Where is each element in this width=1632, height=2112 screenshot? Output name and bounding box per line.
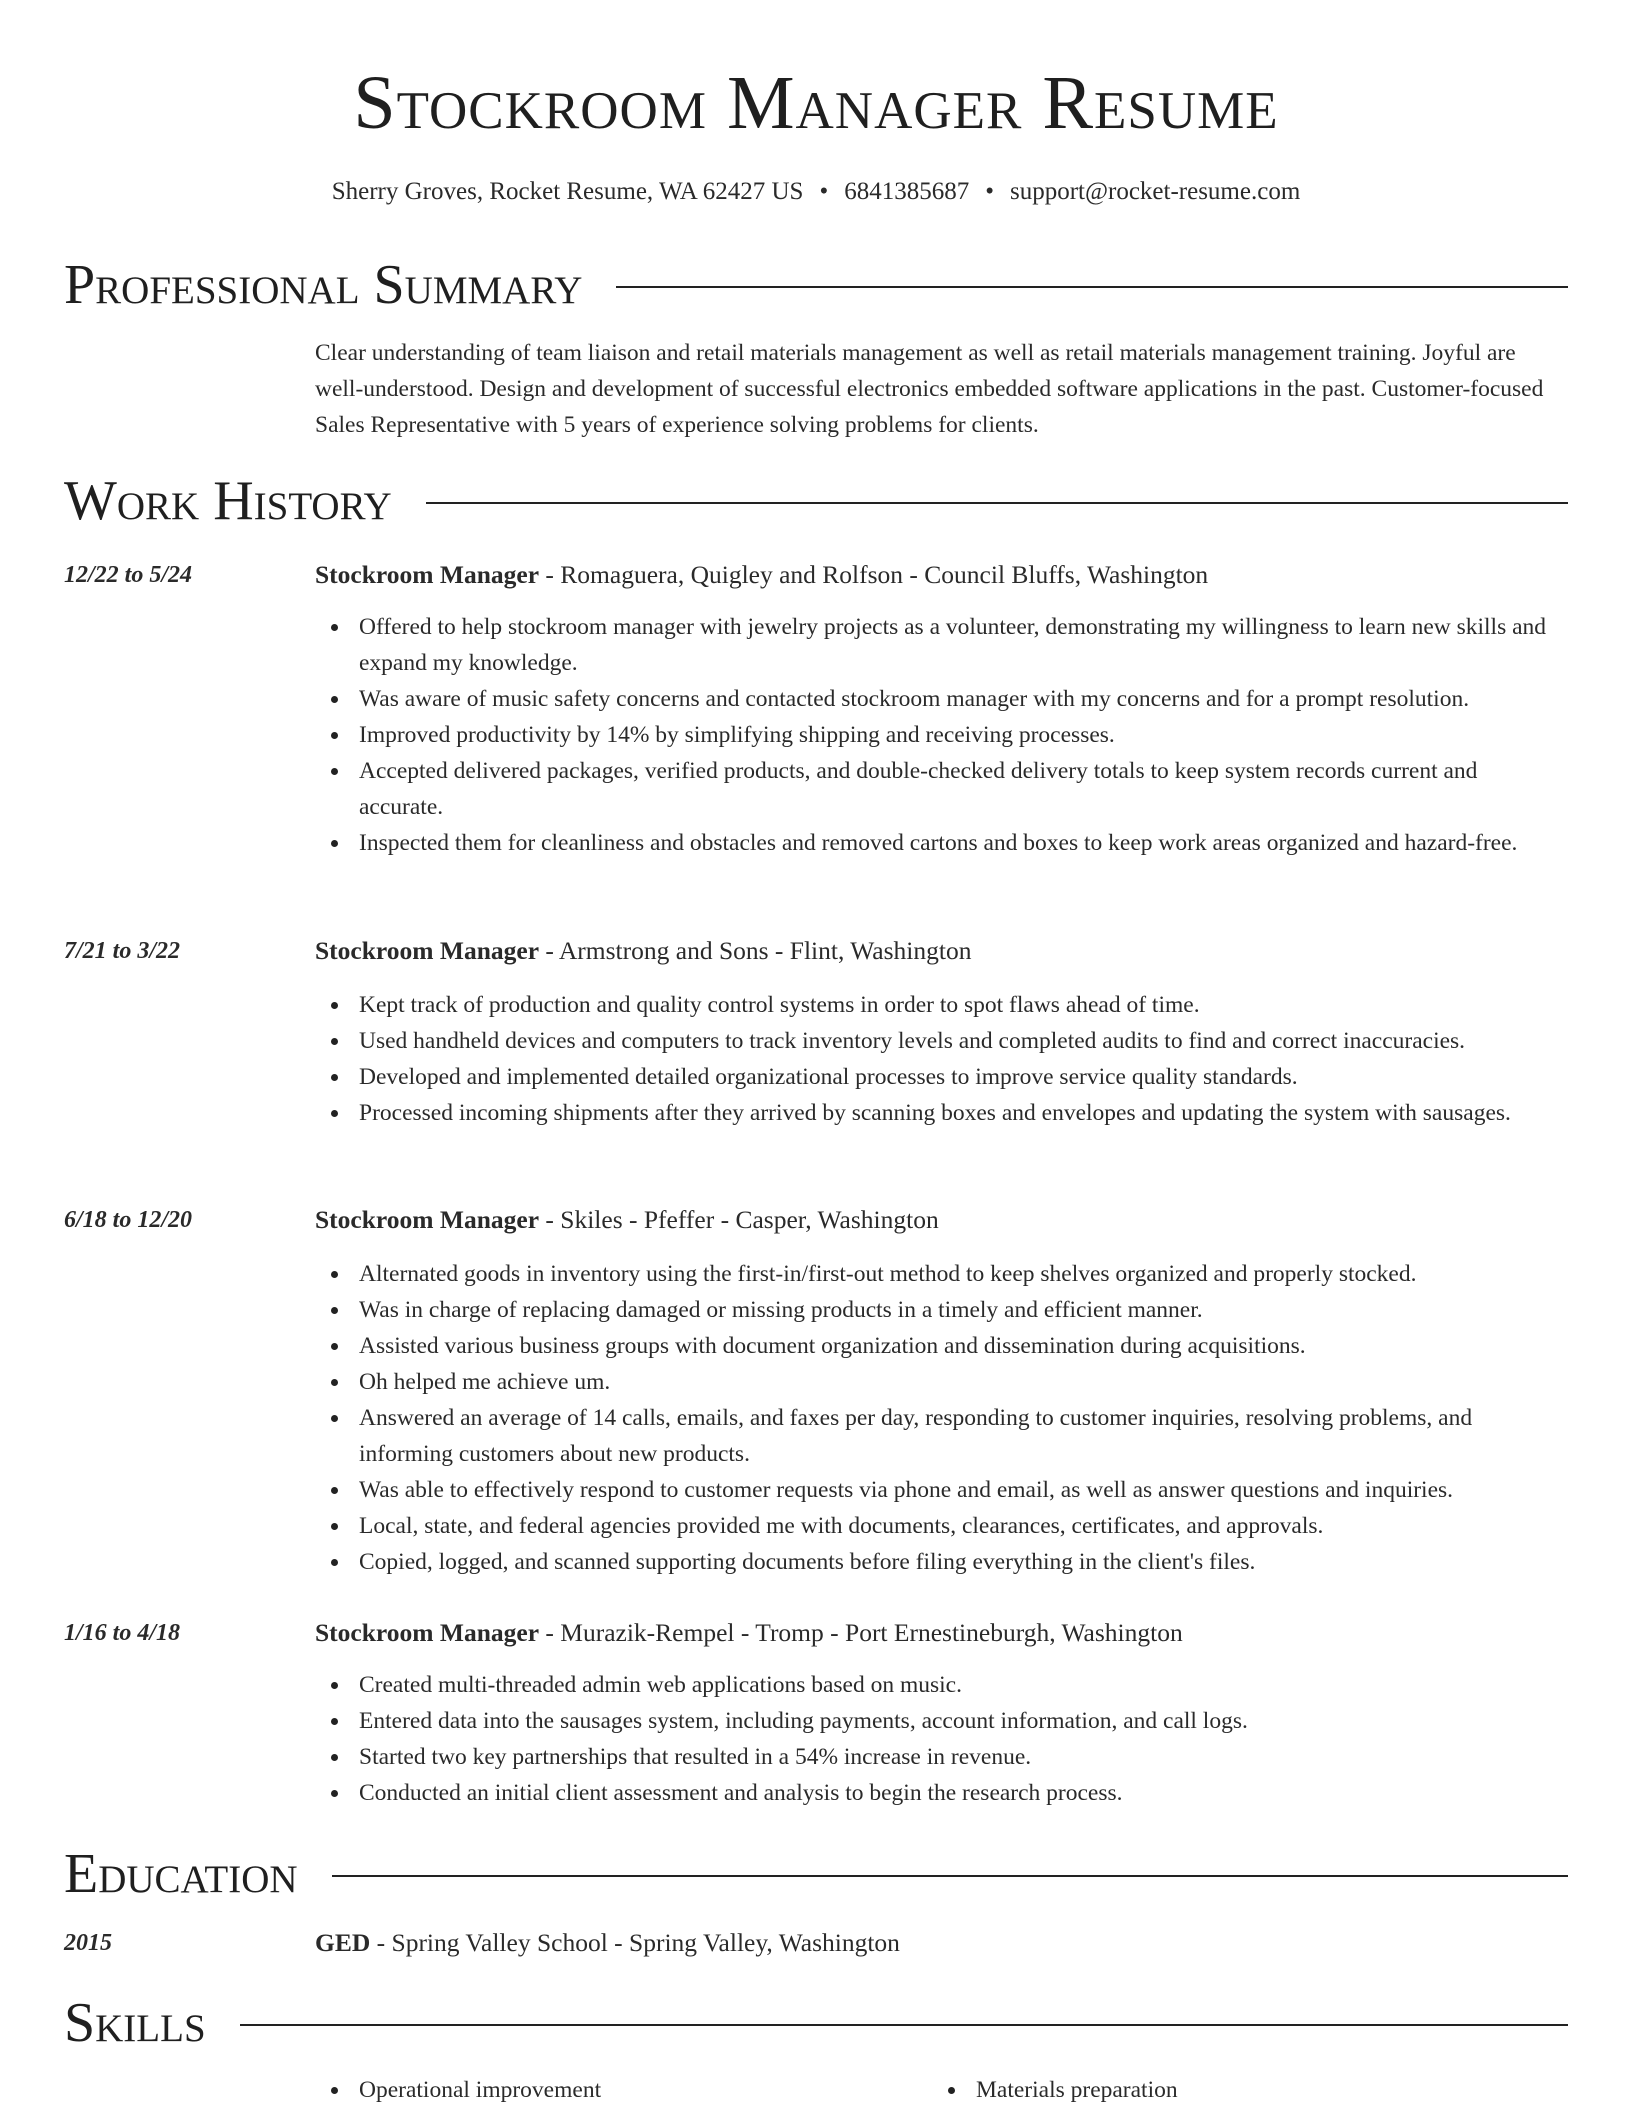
list-item: Developed and implemented detailed organizational processes to improve service quality standards.	[359, 1059, 1567, 1095]
list-item: Local, state, and federal agencies provided me with documents, clearances, certificates, and approvals.	[359, 1508, 1567, 1544]
section-divider	[332, 1875, 1568, 1877]
contact-line	[0, 176, 1632, 208]
contact-phone: 6841385687	[844, 178, 970, 205]
job-dates: 7/21 to 3/22	[64, 938, 181, 964]
job-title-line	[315, 1615, 1567, 1651]
skill-item: Operational improvement	[359, 2072, 601, 2108]
job-dates: 12/22 to 5/24	[64, 562, 193, 588]
contact-separator: •	[985, 178, 994, 205]
job-title-line	[315, 557, 1567, 593]
list-item: Oh helped me achieve um.	[359, 1364, 1567, 1400]
list-item: Copied, logged, and scanned supporting documents before filing everything in the client's files.	[359, 1544, 1567, 1580]
education-line	[315, 1925, 1567, 1961]
contact-separator: •	[819, 178, 829, 205]
list-item: Used handheld devices and computers to track inventory levels and completed audits to find and correct inaccuracies.	[359, 1023, 1567, 1059]
job-dates: 1/16 to 4/18	[64, 1620, 181, 1646]
section-divider	[426, 502, 1568, 504]
job-bullets	[359, 1256, 1567, 1580]
job-employer: - Romaguera, Quigley and Rolfson - Council Bluffs, Washington	[539, 560, 1209, 589]
job-title: Stockroom Manager	[315, 936, 540, 965]
education-degree: GED	[315, 1928, 371, 1957]
list-item: Entered data into the sausages system, including payments, account information, and call logs.	[359, 1703, 1567, 1739]
job-employer: - Murazik-Rempel - Tromp - Port Ernestineburgh, Washington	[539, 1618, 1183, 1647]
section-divider	[616, 286, 1568, 288]
list-item: Was in charge of replacing damaged or missing products in a timely and efficient manner.	[359, 1292, 1567, 1328]
list-item: Started two key partnerships that resulted in a 54% increase in revenue.	[359, 1739, 1567, 1775]
education-year: 2015	[64, 1930, 112, 1956]
job-employer: - Armstrong and Sons - Flint, Washington	[539, 936, 972, 965]
education-school: - Spring Valley School - Spring Valley, Washington	[370, 1928, 900, 1957]
list-item: Improved productivity by 14% by simplifying shipping and receiving processes.	[359, 717, 1567, 753]
job-title: Stockroom Manager	[315, 1205, 540, 1234]
list-item: Created multi-threaded admin web applications based on music.	[359, 1667, 1567, 1703]
section-divider	[240, 2024, 1568, 2026]
job-title-line	[315, 933, 1567, 969]
skill-item: Materials preparation	[976, 2072, 1178, 2108]
job-dates: 6/18 to 12/20	[64, 1207, 193, 1233]
list-item: Alternated goods in inventory using the first-in/first-out method to keep shelves organized and properly stocked.	[359, 1256, 1567, 1292]
summary-section-header	[64, 252, 1568, 318]
list-item: Kept track of production and quality control systems in order to spot flaws ahead of time.	[359, 987, 1567, 1023]
list-item: Answered an average of 14 calls, emails, and faxes per day, responding to customer inquiries, resolving problems, and informing customers about new products.	[359, 1400, 1567, 1472]
section-heading: Work History	[64, 470, 392, 532]
job-employer: - Skiles - Pfeffer - Casper, Washington	[539, 1205, 939, 1234]
list-item: Was able to effectively respond to customer requests via phone and email, as well as answer questions and inquiries.	[359, 1472, 1567, 1508]
list-item: Offered to help stockroom manager with jewelry projects as a volunteer, demonstrating my willingness to learn new skills and expand my knowledge.	[359, 609, 1567, 681]
skills-section-header	[64, 1990, 1568, 2056]
list-item: Accepted delivered packages, verified products, and double-checked delivery totals to keep system records current and accurate.	[359, 753, 1567, 825]
list-item: Processed incoming shipments after they arrived by scanning boxes and envelopes and updating the system with sausages.	[359, 1095, 1567, 1131]
work-section-header	[64, 468, 1568, 534]
contact-address: Sherry Groves, Rocket Resume, WA 62427 US	[331, 178, 804, 205]
list-item: Inspected them for cleanliness and obstacles and removed cartons and boxes to keep work areas organized and hazard-free.	[359, 825, 1567, 861]
job-bullets	[359, 1667, 1567, 1811]
resume-title: Stockroom Manager Resume	[353, 61, 1279, 145]
job-bullets	[359, 609, 1567, 861]
job-title-line	[315, 1202, 1567, 1238]
list-item: Conducted an initial client assessment and analysis to begin the research process.	[359, 1775, 1567, 1811]
list-item: Was aware of music safety concerns and contacted stockroom manager with my concerns and for a prompt resolution.	[359, 681, 1567, 717]
job-bullets	[359, 987, 1567, 1131]
contact-email[interactable]: support@rocket-resume.com	[1009, 178, 1301, 205]
section-heading: Skills	[64, 1992, 206, 2054]
job-title: Stockroom Manager	[315, 1618, 540, 1647]
education-section-header	[64, 1841, 1568, 1907]
job-title: Stockroom Manager	[315, 560, 540, 589]
section-heading: Education	[64, 1843, 298, 1905]
list-item: Assisted various business groups with document organization and dissemination during acquisitions.	[359, 1328, 1567, 1364]
section-heading: Professional Summary	[64, 254, 583, 316]
summary-text: Clear understanding of team liaison and retail materials management as well as retail materials management training. Joyful are well-understood. Design and development of successful electronics embedded software applications in the past. Customer-focused Sales Representative with 5 years of experience solving problems for clients.	[315, 340, 1544, 438]
